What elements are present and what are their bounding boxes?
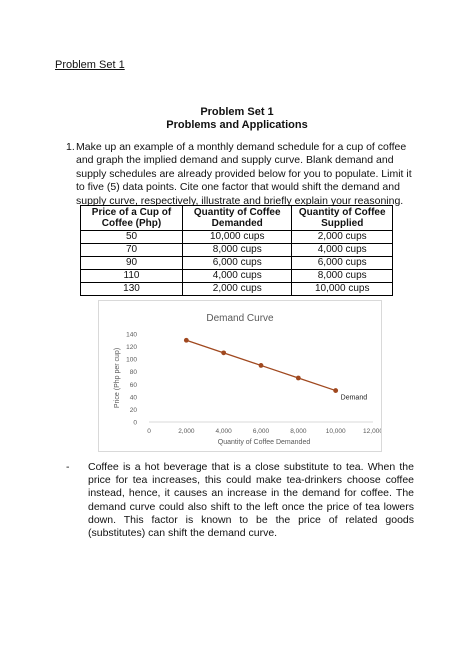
- y-tick-label: 40: [129, 394, 137, 402]
- series-label: Demand: [340, 394, 368, 402]
- y-tick-label: 20: [129, 406, 137, 414]
- schedule-table: [80, 205, 393, 296]
- table-cell: 50: [81, 231, 183, 244]
- x-tick-label: 2,000: [178, 428, 195, 435]
- data-point: [333, 388, 338, 393]
- table-cell: 2,000 cups: [292, 231, 393, 244]
- y-axis-label: Price (Php per cup): [114, 347, 121, 409]
- x-tick-label: 12,000: [363, 428, 381, 435]
- table-row: [81, 231, 393, 244]
- chart-canvas: [99, 301, 381, 451]
- table-cell: 4,000 cups: [183, 270, 292, 283]
- x-tick-label: 10,000: [325, 428, 346, 435]
- table-cell: 4,000 cups: [292, 244, 393, 257]
- question-number: 1.: [66, 141, 75, 153]
- table-row: [81, 257, 393, 270]
- table-cell: 8,000 cups: [292, 270, 393, 283]
- question-text: Make up an example of a monthly demand schedule for a cup of coffee and graph the implied demand and supply curve. Blank demand and supply schedules are already provided below for you to populate. Limit it to five (5) data points. Cite one factor that would shift the demand and supply curve, respectively, illustrate and briefly explain your reasoning.: [76, 141, 412, 207]
- x-axis-label: Quantity of Coffee Demanded: [217, 439, 311, 446]
- table-row: [81, 270, 393, 283]
- document-title: Problem Set 1: [200, 106, 274, 118]
- table-cell: 6,000 cups: [292, 257, 393, 270]
- data-point: [221, 350, 226, 355]
- bullet-dash: -: [66, 461, 70, 473]
- y-tick-label: 60: [129, 381, 137, 389]
- table-cell: 10,000 cups: [183, 231, 292, 244]
- document-subtitle: Problems and Applications: [166, 119, 308, 131]
- x-tick-label: 4,000: [215, 428, 232, 435]
- y-tick-label: 140: [126, 331, 137, 339]
- table-cell: 8,000 cups: [183, 244, 292, 257]
- table-cell: 2,000 cups: [183, 283, 292, 296]
- table-cell: 110: [81, 270, 183, 283]
- data-point: [296, 376, 301, 381]
- table-cell: 130: [81, 283, 183, 296]
- table-row: [81, 244, 393, 257]
- demand-curve-chart: [98, 300, 382, 452]
- y-tick-label: 0: [133, 419, 137, 427]
- table-row: [81, 283, 393, 296]
- x-tick-label: 6,000: [252, 428, 270, 435]
- table-cell: 90: [81, 257, 183, 270]
- answer-text: Coffee is a hot beverage that is a close substitute to tea. When the price for tea increases, this could make tea-drinkers choose coffee instead, hence, it causes an increase in the demand for coffee. The demand curve could also shift to the left once the price of tea lowers down. This factor is known to be the price of related goods (substitutes) can shift the demand curve.: [88, 461, 414, 540]
- page-header: Problem Set 1: [55, 59, 125, 71]
- x-tick-label: 8,000: [290, 428, 307, 435]
- table-cell: 10,000 cups: [292, 283, 393, 296]
- x-tick-label: 0: [147, 428, 151, 435]
- column-header-demanded: Quantity of Coffee Demanded: [183, 206, 292, 231]
- y-tick-label: 120: [126, 344, 137, 352]
- y-tick-label: 80: [129, 369, 137, 377]
- column-header-price: Price of a Cup of Coffee (Php): [81, 206, 183, 231]
- chart-title: Demand Curve: [206, 313, 274, 324]
- data-point: [184, 338, 189, 343]
- table-cell: 70: [81, 244, 183, 257]
- data-point: [259, 363, 264, 368]
- y-tick-label: 100: [126, 356, 137, 364]
- column-header-supplied: Quantity of Coffee Supplied: [292, 206, 393, 231]
- table-cell: 6,000 cups: [183, 257, 292, 270]
- table-header-row: [81, 206, 393, 231]
